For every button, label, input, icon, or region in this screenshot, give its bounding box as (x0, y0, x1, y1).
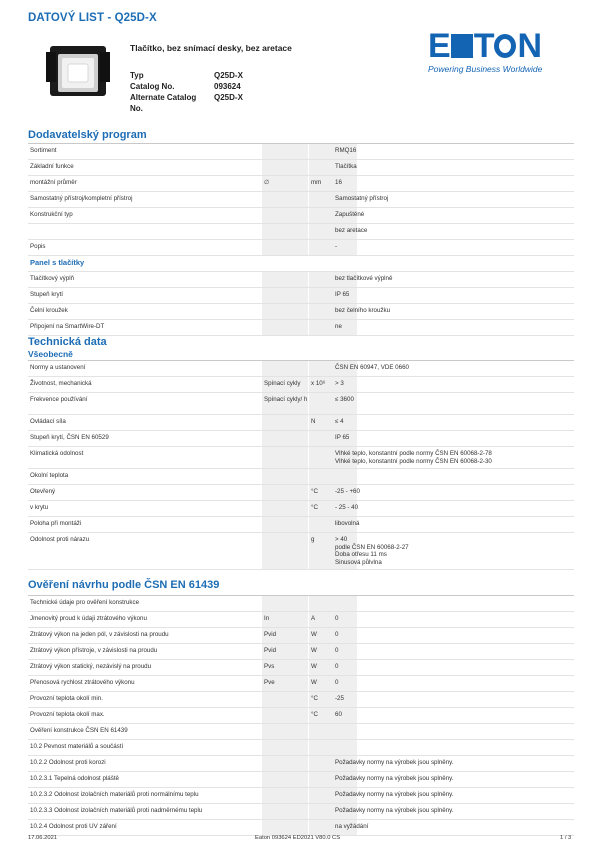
product-description: Tlačítko, bez snímací desky, bez aretace (130, 43, 292, 53)
row-value: bez čelního kroužku (335, 307, 391, 314)
table-row (28, 724, 574, 740)
row-symbol-cell (262, 708, 308, 723)
row-symbol-cell (262, 304, 308, 319)
row-value: > 3 (335, 380, 344, 387)
footer-date: 17.06.2021 (28, 835, 58, 841)
table-row (28, 772, 574, 788)
row-value: - 25 - 40 (335, 504, 359, 511)
row-unit: g (311, 536, 315, 543)
row-value: bez aretace (335, 227, 368, 234)
row-value: ≤ 3600 (335, 396, 354, 403)
row-label: Samostatný přístroj/kompletní přístroj (30, 195, 133, 202)
row-symbol: Pvid (264, 631, 277, 638)
row-unit: W (311, 679, 317, 686)
table-row (28, 804, 574, 820)
row-value: Tlačítka (335, 163, 357, 170)
row-symbol-cell (262, 724, 308, 739)
row-symbol: ∅ (264, 179, 270, 186)
field-value-type: Q25D-X (214, 71, 243, 80)
row-unit: W (311, 663, 317, 670)
row-symbol-cell (262, 596, 308, 611)
row-label: Otevřený (30, 488, 56, 495)
section-title-verification: Ověření návrhu podle ČSN EN 61439 (28, 579, 220, 591)
row-unit-cell (309, 708, 357, 723)
row-unit: mm (311, 179, 322, 186)
row-unit-cell (309, 431, 357, 446)
table-row (28, 756, 574, 772)
row-label: 10.2.2 Odolnost proti korozi (30, 759, 106, 766)
row-symbol: In (264, 615, 270, 622)
table-row (28, 644, 574, 660)
product-image (44, 42, 112, 100)
table-row (28, 393, 574, 415)
row-unit-cell (309, 644, 357, 659)
table-row (28, 676, 574, 692)
row-unit-cell (309, 415, 357, 430)
row-unit: N (311, 418, 316, 425)
field-label-catalog: Catalog No. (130, 82, 175, 91)
row-value: RMQ16 (335, 147, 357, 154)
row-symbol-cell (262, 772, 308, 787)
row-unit-cell (309, 692, 357, 707)
row-label: v krytu (30, 504, 49, 511)
row-symbol-cell (262, 320, 308, 335)
row-symbol-cell (262, 692, 308, 707)
row-unit-cell (309, 320, 357, 335)
row-value: 0 (335, 647, 339, 654)
row-unit-cell (309, 740, 357, 755)
section-subtitle-general: Všeobecně (28, 349, 73, 359)
row-symbol-cell (262, 485, 308, 500)
row-unit-cell (309, 240, 357, 255)
row-unit-cell (309, 377, 357, 392)
row-unit: x 10⁶ (311, 380, 326, 387)
row-unit: °C (311, 695, 318, 702)
table-row (28, 208, 574, 224)
row-label: 10.2.3.2 Odolnost izolačních materiálů proti normálnímu teplu (30, 791, 199, 798)
row-symbol-cell (262, 676, 308, 691)
row-unit-cell (309, 724, 357, 739)
row-label: Přenosová rychlost ztrátového výkonu (30, 679, 135, 686)
row-value: -25 - +60 (335, 488, 360, 495)
row-unit-cell (309, 596, 357, 611)
row-symbol-cell (262, 144, 308, 159)
table-row (28, 469, 574, 485)
table-row (28, 596, 574, 612)
row-label: Ztrátový výkon statický, nezávislý na proudu (30, 663, 152, 670)
table-row (28, 415, 574, 431)
row-symbol-cell (262, 240, 308, 255)
row-unit-cell (309, 288, 357, 303)
field-value-alt-catalog: Q25D-X (214, 93, 243, 102)
row-symbol-cell (262, 393, 308, 414)
row-symbol-cell (262, 469, 308, 484)
row-label: Panel s tlačítky (30, 258, 85, 267)
row-value: Požadavky normy na výrobek jsou splněny. (335, 791, 454, 798)
table-row (28, 501, 574, 517)
row-label: 10.2.4 Odolnost proti UV záření (30, 823, 117, 830)
table-row (28, 320, 574, 336)
row-symbol: Spínací cykly/ h (264, 396, 308, 403)
table-row (28, 788, 574, 804)
footer-page-number: 1 / 3 (560, 835, 572, 841)
row-value: - (335, 243, 338, 250)
table-row (28, 256, 574, 272)
row-symbol: Pvid (264, 647, 277, 654)
row-value: 0 (335, 615, 339, 622)
row-value: 0 (335, 679, 339, 686)
table-row (28, 740, 574, 756)
row-label: Ztrátový výkon přístroje, v závislosti na proudu (30, 647, 158, 654)
row-value: > 40 podle ČSN EN 60068-2-27 Doba otřesu 11 ms Sinusová půlvlna (335, 536, 409, 566)
row-value: Zapuštěné (335, 211, 365, 218)
row-value: -25 (335, 695, 344, 702)
section-title-supplier: Dodavatelský program (28, 129, 147, 141)
table-row (28, 176, 574, 192)
row-symbol-cell (262, 517, 308, 532)
row-label: Provozní teplota okolí max. (30, 711, 105, 718)
row-symbol-cell (262, 224, 308, 239)
row-label: Konstrukční typ (30, 211, 73, 218)
table-row (28, 192, 574, 208)
row-symbol-cell (262, 533, 308, 569)
row-symbol: Spínací cykly (264, 380, 301, 387)
row-label: Frekvence používání (30, 396, 88, 403)
row-label: Ztrátový výkon na jeden pól, v závislosti na proudu (30, 631, 169, 638)
row-symbol-cell (262, 447, 308, 468)
row-symbol-cell (262, 192, 308, 207)
row-label: Ovládací síla (30, 418, 66, 425)
eaton-logo-word: E T N (428, 27, 542, 65)
row-label: Popis (30, 243, 46, 250)
row-symbol: Pvs (264, 663, 275, 670)
row-label: 10.2 Pevnost materiálů a součástí (30, 743, 124, 750)
row-label: Stupeň krytí, ČSN EN 60529 (30, 434, 109, 441)
table-row (28, 431, 574, 447)
table-row (28, 272, 574, 288)
row-value: ČSN EN 60947, VDE 0660 (335, 364, 409, 371)
row-value: 0 (335, 663, 339, 670)
table-row (28, 447, 574, 469)
row-unit-cell (309, 628, 357, 643)
row-value: 60 (335, 711, 342, 718)
row-unit-cell (309, 676, 357, 691)
row-symbol-cell (262, 804, 308, 819)
row-unit-cell (309, 469, 357, 484)
table-row (28, 708, 574, 724)
supplier-program-table (28, 144, 574, 336)
row-label: Připojení na SmartWire-DT (30, 323, 105, 330)
table-row (28, 820, 574, 836)
row-unit: W (311, 647, 317, 654)
row-label: Odolnost proti nárazu (30, 536, 90, 543)
row-label: Ověření konstrukce ČSN EN 61439 (30, 727, 128, 734)
row-symbol-cell (262, 756, 308, 771)
row-value: Požadavky normy na výrobek jsou splněny. (335, 807, 454, 814)
row-unit: W (311, 631, 317, 638)
eaton-logo (428, 27, 573, 80)
row-symbol-cell (262, 612, 308, 627)
table-row (28, 533, 574, 570)
table-row (28, 485, 574, 501)
row-value: bez tlačítkové výplně (335, 275, 393, 282)
row-symbol-cell (262, 431, 308, 446)
row-symbol-cell (262, 377, 308, 392)
row-label: Okolní teplota (30, 472, 69, 479)
footer-document-id: Eaton 093624 ED2021 V80.0 CS (255, 835, 341, 841)
row-symbol-cell (262, 288, 308, 303)
row-label: Poloha při montáži (30, 520, 82, 527)
table-row (28, 660, 574, 676)
row-value: 16 (335, 179, 342, 186)
row-label: 10.2.3.1 Tepelná odolnost pláště (30, 775, 119, 782)
row-value: ne (335, 323, 342, 330)
row-label: Základní funkce (30, 163, 74, 170)
table-row (28, 517, 574, 533)
section-title-technical: Technická data (28, 336, 107, 348)
row-label: Životnost, mechanická (30, 380, 92, 387)
table-row (28, 628, 574, 644)
row-unit-cell (309, 612, 357, 627)
field-label-type: Typ (130, 71, 144, 80)
table-row (28, 377, 574, 393)
row-label: Provozní teplota okolí min. (30, 695, 103, 702)
row-symbol-cell (262, 176, 308, 191)
row-value: Požadavky normy na výrobek jsou splněny. (335, 759, 454, 766)
row-value: libovolná (335, 520, 360, 527)
table-row (28, 361, 574, 377)
row-symbol-cell (262, 660, 308, 675)
row-unit-cell (309, 176, 357, 191)
table-row (28, 224, 574, 240)
row-label: Stupeň krytí (30, 291, 64, 298)
table-row (28, 160, 574, 176)
row-unit-cell (309, 660, 357, 675)
row-symbol-cell (262, 788, 308, 803)
row-unit: °C (311, 504, 318, 511)
row-symbol-cell (262, 820, 308, 835)
row-symbol: Pve (264, 679, 275, 686)
row-label: Jmenovitý proud k údaji ztrátového výkonu (30, 615, 147, 622)
row-symbol-cell (262, 361, 308, 376)
row-value: IP 65 (335, 434, 350, 441)
table-row (28, 288, 574, 304)
table-row (28, 240, 574, 256)
row-value: Samostatný přístroj (335, 195, 389, 202)
row-label: Tlačítkový výplň (30, 275, 75, 282)
row-symbol-cell (262, 501, 308, 516)
row-value: IP 65 (335, 291, 350, 298)
field-value-catalog: 093624 (214, 82, 241, 91)
row-label: montážní průměr (30, 179, 77, 186)
table-row (28, 304, 574, 320)
row-symbol-cell (262, 628, 308, 643)
row-unit: A (311, 615, 316, 622)
technical-data-table (28, 361, 574, 570)
row-value: Vlhké teplo, konstantní podle normy ČSN EN 60068-2-78 Vlhké teplo, konstantní podle normy ČSN EN 60068-2-30 (335, 450, 492, 465)
field-label-alt-catalog: Alternate Catalog No. (130, 93, 197, 113)
row-label: Sortiment (30, 147, 57, 154)
row-value: na vyžádání (335, 823, 369, 830)
row-symbol-cell (262, 644, 308, 659)
row-label: Klimatická odolnost (30, 450, 84, 457)
row-label: 10.2.3.3 Odolnost izolačních materiálů proti nadměrnému teplu (30, 807, 203, 814)
row-value: Požadavky normy na výrobek jsou splněny. (335, 775, 454, 782)
row-label: Normy a ustanovení (30, 364, 86, 371)
row-symbol-cell (262, 415, 308, 430)
row-unit: °C (311, 488, 318, 495)
row-value: 0 (335, 631, 339, 638)
verification-table (28, 596, 574, 836)
row-symbol-cell (262, 160, 308, 175)
row-label: Technické údaje pro ověření konstrukce (30, 599, 140, 606)
row-symbol-cell (262, 272, 308, 287)
document-title: DATOVÝ LIST - Q25D-X (28, 12, 157, 24)
row-symbol-cell (262, 740, 308, 755)
table-row (28, 692, 574, 708)
table-row (28, 144, 574, 160)
row-symbol-cell (262, 208, 308, 223)
logo-tagline: Powering Business Worldwide (428, 64, 543, 74)
table-row (28, 612, 574, 628)
row-unit: °C (311, 711, 318, 718)
row-value: ≤ 4 (335, 418, 344, 425)
row-label: Čelní kroužek (30, 307, 68, 314)
